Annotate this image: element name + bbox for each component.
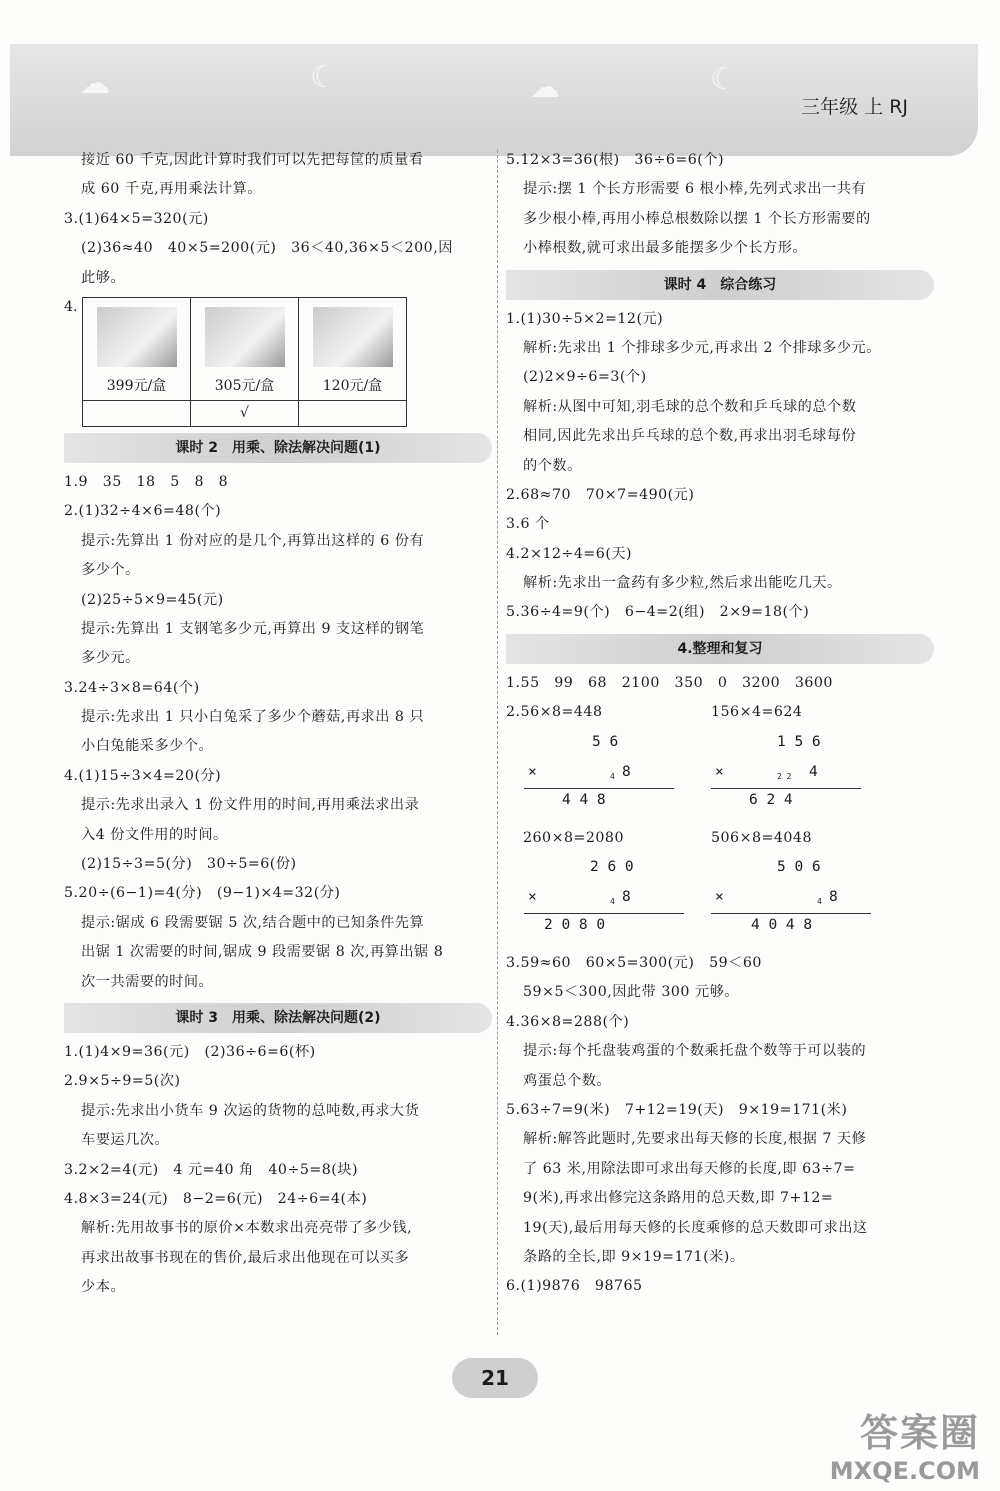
text-line: 2.9×5÷9=5(次) xyxy=(64,1073,181,1090)
text-line: 6.(1)9876 98765 xyxy=(506,1278,643,1295)
text-line: 3.24÷3×8=64(个) xyxy=(64,679,200,696)
text-line xyxy=(506,698,934,727)
product-image xyxy=(205,307,285,367)
price-label: 120元/盒 xyxy=(322,377,383,394)
vertical-multiplication xyxy=(711,859,921,941)
calc-line xyxy=(711,913,871,914)
answer-cell: √ xyxy=(191,400,299,426)
text-line: 提示:每个托盘装鸡蛋的个数乘托盘个数等于可以装的 xyxy=(523,1043,867,1060)
vertical-calc-row xyxy=(506,853,934,949)
text-line: 提示:锯成 6 段需要锯 5 次,结合题中的已知条件先算 xyxy=(81,914,425,931)
text-line: 9(米),再求出修完这条路用的总天数,即 7+12= xyxy=(523,1190,834,1207)
text-line: 1.9 35 18 5 8 8 xyxy=(64,473,229,490)
text-line: 5.12×3=36(根) 36÷6=6(个) xyxy=(506,152,725,168)
text-line: 出锯 1 次需要的时间,锯成 9 段需要锯 8 次,再算出锯 8 xyxy=(81,944,444,961)
calc-line xyxy=(524,788,674,789)
times-sign: × xyxy=(715,763,724,780)
text-line: 了 63 米,用除法即可求出每天修的长度,即 63÷7= xyxy=(523,1160,856,1177)
question-number: 4. xyxy=(64,298,78,315)
text-line: 5.20÷(6−1)=4(分) (9−1)×4=32(分) xyxy=(64,885,341,902)
text-line: 此够。 xyxy=(81,269,126,286)
multiplier: 8 xyxy=(622,763,631,780)
product-image-cell xyxy=(83,297,191,400)
text-line: 再求出故事书现在的售价,最后求出他现在可以买多 xyxy=(81,1249,410,1266)
grade-label: 三年级 上 RJ xyxy=(801,96,908,118)
multiplicand: 5 6 xyxy=(592,733,619,750)
text-line: 相同,因此先求出乒乓球的总个数,再求出羽毛球每份 xyxy=(523,428,857,445)
text-line: (2)25÷5×9=45(元) xyxy=(81,591,224,608)
column-divider xyxy=(497,150,498,1335)
text-line: 次一共需要的时间。 xyxy=(81,973,214,990)
calc-line xyxy=(711,788,861,789)
equation: 506×8=4048 xyxy=(711,829,812,846)
moon-icon: ☾ xyxy=(710,62,737,97)
text-line: 小棒根数,就可求出最多能摆多少个长方形。 xyxy=(523,240,808,257)
text-line: 5.63÷7=9(米) 7+12=19(天) 9×19=171(米) xyxy=(506,1101,848,1118)
equation: 2.56×8=448 xyxy=(506,704,603,721)
right-column xyxy=(506,146,934,1302)
watermark xyxy=(830,1402,980,1485)
multiplier: 8 xyxy=(622,889,631,906)
watermark-logo-text: 答案圈 xyxy=(859,1411,980,1455)
carry-digit: 2 2 xyxy=(777,771,792,781)
vertical-multiplication xyxy=(711,734,921,816)
product-result: 4 0 4 8 xyxy=(751,917,813,934)
equation: 156×4=624 xyxy=(711,704,803,721)
text-line: 解析:先求出一盒药有多少粒,然后求出能吃几天。 xyxy=(523,575,842,592)
text-line: 的个数。 xyxy=(523,457,582,474)
carry-digit: 4 xyxy=(610,771,615,781)
moon-icon: ☾ xyxy=(310,60,337,95)
multiplicand: 1 5 6 xyxy=(777,733,821,750)
vertical-calc-row xyxy=(506,728,934,824)
product-image-cell xyxy=(191,297,299,400)
text-line: 3.(1)64×5=320(元) xyxy=(64,210,209,227)
text-line: 提示:先求出录入 1 份文件用的时间,再用乘法求出录 xyxy=(81,797,420,814)
text-line: 1.(1)4×9=36(元) (2)36÷6=6(杯) xyxy=(64,1043,316,1060)
product-image xyxy=(313,307,393,367)
text-line: 1.(1)30÷5×2=12(元) xyxy=(506,310,664,327)
carry-digit: 4 xyxy=(610,897,615,907)
text-line: 多少个。 xyxy=(81,562,140,579)
text-line: 4.(1)15÷3×4=20(分) xyxy=(64,767,222,784)
section-heading: 课时 2 用乘、除法解决问题(1) xyxy=(64,433,492,463)
product-image xyxy=(97,307,177,367)
text-line: 提示:摆 1 个长方形需要 6 根小棒,先列式求出一共有 xyxy=(523,181,867,198)
page-number: 21 xyxy=(452,1358,538,1398)
text-line: 2.68≈70 70×7=490(元) xyxy=(506,486,695,503)
calc-line xyxy=(524,913,684,914)
product-image-cell xyxy=(299,297,407,400)
times-sign: × xyxy=(528,889,537,906)
product-table-block xyxy=(64,297,492,427)
text-line: 少本。 xyxy=(81,1279,126,1296)
text-line: 提示:先算出 1 份对应的是几个,再算出这样的 6 份有 xyxy=(81,532,425,549)
text-line: (2)15÷3=5(分) 30÷5=6(份) xyxy=(81,856,297,873)
text-line: 3.2×2=4(元) 4 元=40 角 40÷5=8(块) xyxy=(64,1161,359,1178)
page-header xyxy=(10,44,978,156)
text-line: (2)2×9÷6=3(个) xyxy=(523,369,647,386)
cloud-icon: ☁ xyxy=(80,66,110,101)
answer-cell xyxy=(299,400,407,426)
text-line: 多少根小棒,再用小棒总根数除以摆 1 个长方形需要的 xyxy=(523,210,871,227)
text-line: 多少元。 xyxy=(81,650,140,667)
product-result: 4 4 8 xyxy=(562,791,606,808)
product-result: 6 2 4 xyxy=(749,791,793,808)
text-line: 小白兔能采多少个。 xyxy=(81,738,214,755)
cloud-icon: ☁ xyxy=(530,70,560,105)
multiplier: 8 xyxy=(829,889,838,906)
text-line: 提示:先求出小货车 9 次运的货物的总吨数,再求大货 xyxy=(81,1102,420,1119)
text-line: 入4 份文件用的时间。 xyxy=(81,826,228,843)
text-line: 1.55 99 68 2100 350 0 3200 3600 xyxy=(506,674,833,691)
text-line: 3.59≈60 60×5=300(元) 59＜60 xyxy=(506,955,762,972)
carry-digit: 4 xyxy=(817,897,822,907)
left-column xyxy=(64,146,492,1303)
text-line: 提示:先求出 1 只小白兔采了多少个蘑菇,再求出 8 只 xyxy=(81,709,425,726)
text-line: 4.2×12÷4=6(天) xyxy=(506,545,633,562)
text-line: 接近 60 千克,因此计算时我们可以先把每筐的质量看 xyxy=(81,152,424,168)
equation: 260×8=2080 xyxy=(523,829,624,846)
text-line: 条路的全长,即 9×19=171(米)。 xyxy=(523,1248,745,1265)
times-sign: × xyxy=(528,763,537,780)
text-line: 鸡蛋总个数。 xyxy=(523,1072,612,1089)
section-heading: 课时 4 综合练习 xyxy=(506,270,934,300)
multiplicand: 2 6 0 xyxy=(590,859,634,876)
text-line: (2)36≈40 40×5=200(元) 36＜40,36×5＜200,因 xyxy=(81,240,453,257)
section-heading: 课时 3 用乘、除法解决问题(2) xyxy=(64,1003,492,1033)
product-table xyxy=(82,297,407,427)
text-line: 19(天),最后用每天修的长度乘修的总天数即可求出这 xyxy=(523,1219,868,1236)
text-line: 3.6 个 xyxy=(506,516,550,533)
section-heading: 4.整理和复习 xyxy=(506,634,934,664)
price-label: 305元/盒 xyxy=(214,377,275,394)
text-line: 解析:先求出 1 个排球多少元,再求出 2 个排球多少元。 xyxy=(523,339,881,356)
text-line: 车要运几次。 xyxy=(81,1132,170,1149)
text-line: 提示:先算出 1 支钢笔多少元,再算出 9 支这样的钢笔 xyxy=(81,620,425,637)
answer-cell xyxy=(83,400,191,426)
price-label: 399元/盒 xyxy=(106,377,167,394)
vertical-multiplication xyxy=(524,734,734,816)
times-sign: × xyxy=(715,889,724,906)
multiplier: 4 xyxy=(809,763,818,780)
multiplicand: 5 0 6 xyxy=(777,859,821,876)
text-line: 解析:解答此题时,先要求出每天修的长度,根据 7 天修 xyxy=(523,1131,867,1148)
text-line: 解析:先用故事书的原价×本数求出亮亮带了多少钱, xyxy=(81,1220,413,1237)
text-line: 5.36÷4=9(个) 6−4=2(组) 2×9=18(个) xyxy=(506,604,810,621)
text-line: 4.36×8=288(个) xyxy=(506,1013,630,1030)
product-result: 2 0 8 0 xyxy=(544,917,606,934)
text-line xyxy=(506,824,934,853)
text-line: 成 60 千克,再用乘法计算。 xyxy=(81,181,262,198)
text-line: 59×5＜300,因此带 300 元够。 xyxy=(523,984,739,1001)
vertical-multiplication xyxy=(524,859,734,941)
text-line: 4.8×3=24(元) 8−2=6(元) 24÷6=4(本) xyxy=(64,1190,368,1207)
text-line: 2.(1)32÷4×6=48(个) xyxy=(64,503,222,520)
watermark-url: MXQE.COM xyxy=(829,1457,980,1485)
text-line: 解析:从图中可知,羽毛球的总个数和乒乓球的总个数 xyxy=(523,398,857,415)
